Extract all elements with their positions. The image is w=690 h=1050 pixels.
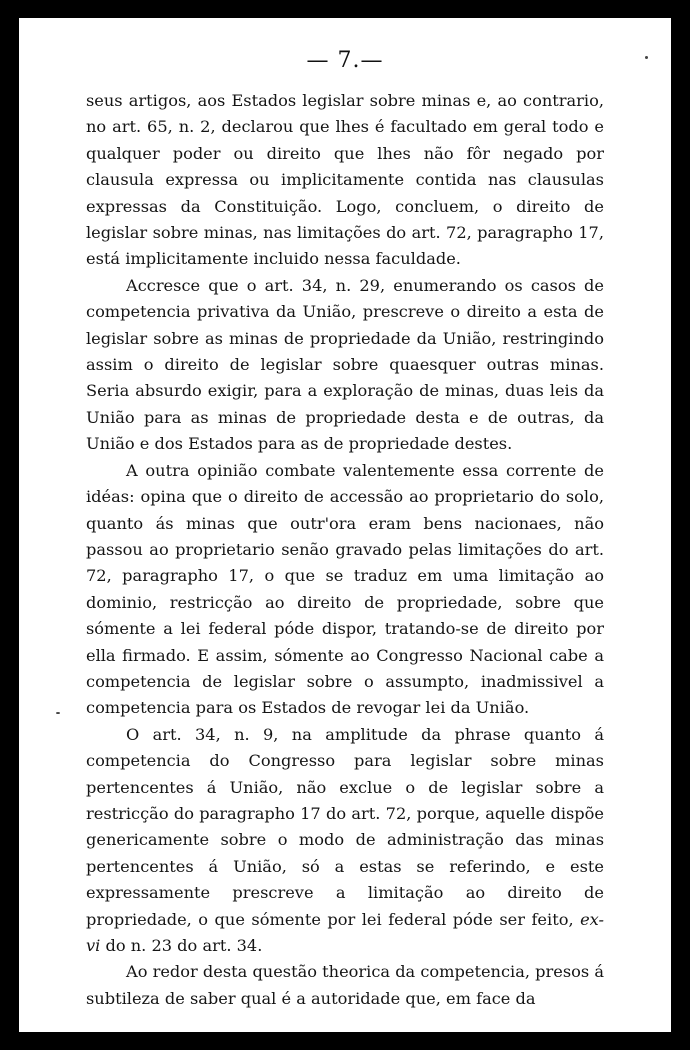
paragraph-2: Accresce que o art. 34, n. 29, enumerando os casos de competencia privativa da União, prescreve o direito a esta de legislar sobre as minas de propriedade da União, restringindo assim o direito de legislar sobre quaesquer outras minas. Seria absurdo exigir, para a exploração de minas, duas leis da União para as minas de propriedade desta e de outras, da União e dos Estados para as de propriedade destes. bbox=[86, 275, 604, 454]
paragraph-4 bbox=[86, 722, 604, 960]
paragraph-4-italic: ex-vi bbox=[86, 909, 604, 955]
document-page bbox=[19, 18, 671, 1032]
paragraph-4-text-end: do n. 23 do art. 34. bbox=[100, 936, 263, 955]
paragraph-4-text: O art. 34, n. 9, na amplitude da phrase quanto á competencia do Congresso para legislar sobre minas pertencentes á União, não exclue o de legislar sobre a restricção do paragrapho 17 do art. 72, porque, aquelle dispõe genericamente sobre o modo de administração das minas pertencentes á União, só a estas se referindo, e este expressamente prescreve a limitação ao direito de propriedade, o que sómente por lei federal póde ser feito, bbox=[86, 724, 604, 929]
text-body bbox=[86, 88, 604, 1012]
page-number: — 7.— bbox=[306, 48, 384, 73]
paragraph-3: A outra opinião combate valentemente essa corrente de idéas: opina que o direito de accessão ao proprietario do solo, quanto ás minas que outr'ora eram bens nacionaes, não passou ao proprietario senão gravado pelas limitações do art. 72, paragrapho 17, o que se traduz em uma limitação ao dominio, restricção ao direito de propriedade, sobre que sómente a lei federal póde dispor, tratando-se de direito por ella firmado. E assim, sómente ao Congresso Nacional cabe a competencia de legislar sobre o assumpto, inadmissivel a competencia para os Estados de revogar lei da União. bbox=[86, 460, 604, 718]
paragraph-1: seus artigos, aos Estados legislar sobre minas e, ao contrario, no art. 65, n. 2, declarou que lhes é facultado em geral todo e qualquer poder ou direito que lhes não fôr negado por clausula expressa ou implicitamente contida nas clausulas expressas da Constituição. Logo, concluem, o direito de legislar sobre minas, nas limitações do art. 72, paragrapho 17, está implicitamente incluido nessa faculdade. bbox=[86, 91, 604, 269]
scan-speck bbox=[56, 712, 60, 714]
paragraph-5: Ao redor desta questão theorica da competencia, presos á subtileza de saber qual é a autoridade que, em face da bbox=[86, 962, 604, 1008]
scan-speck bbox=[645, 56, 648, 59]
